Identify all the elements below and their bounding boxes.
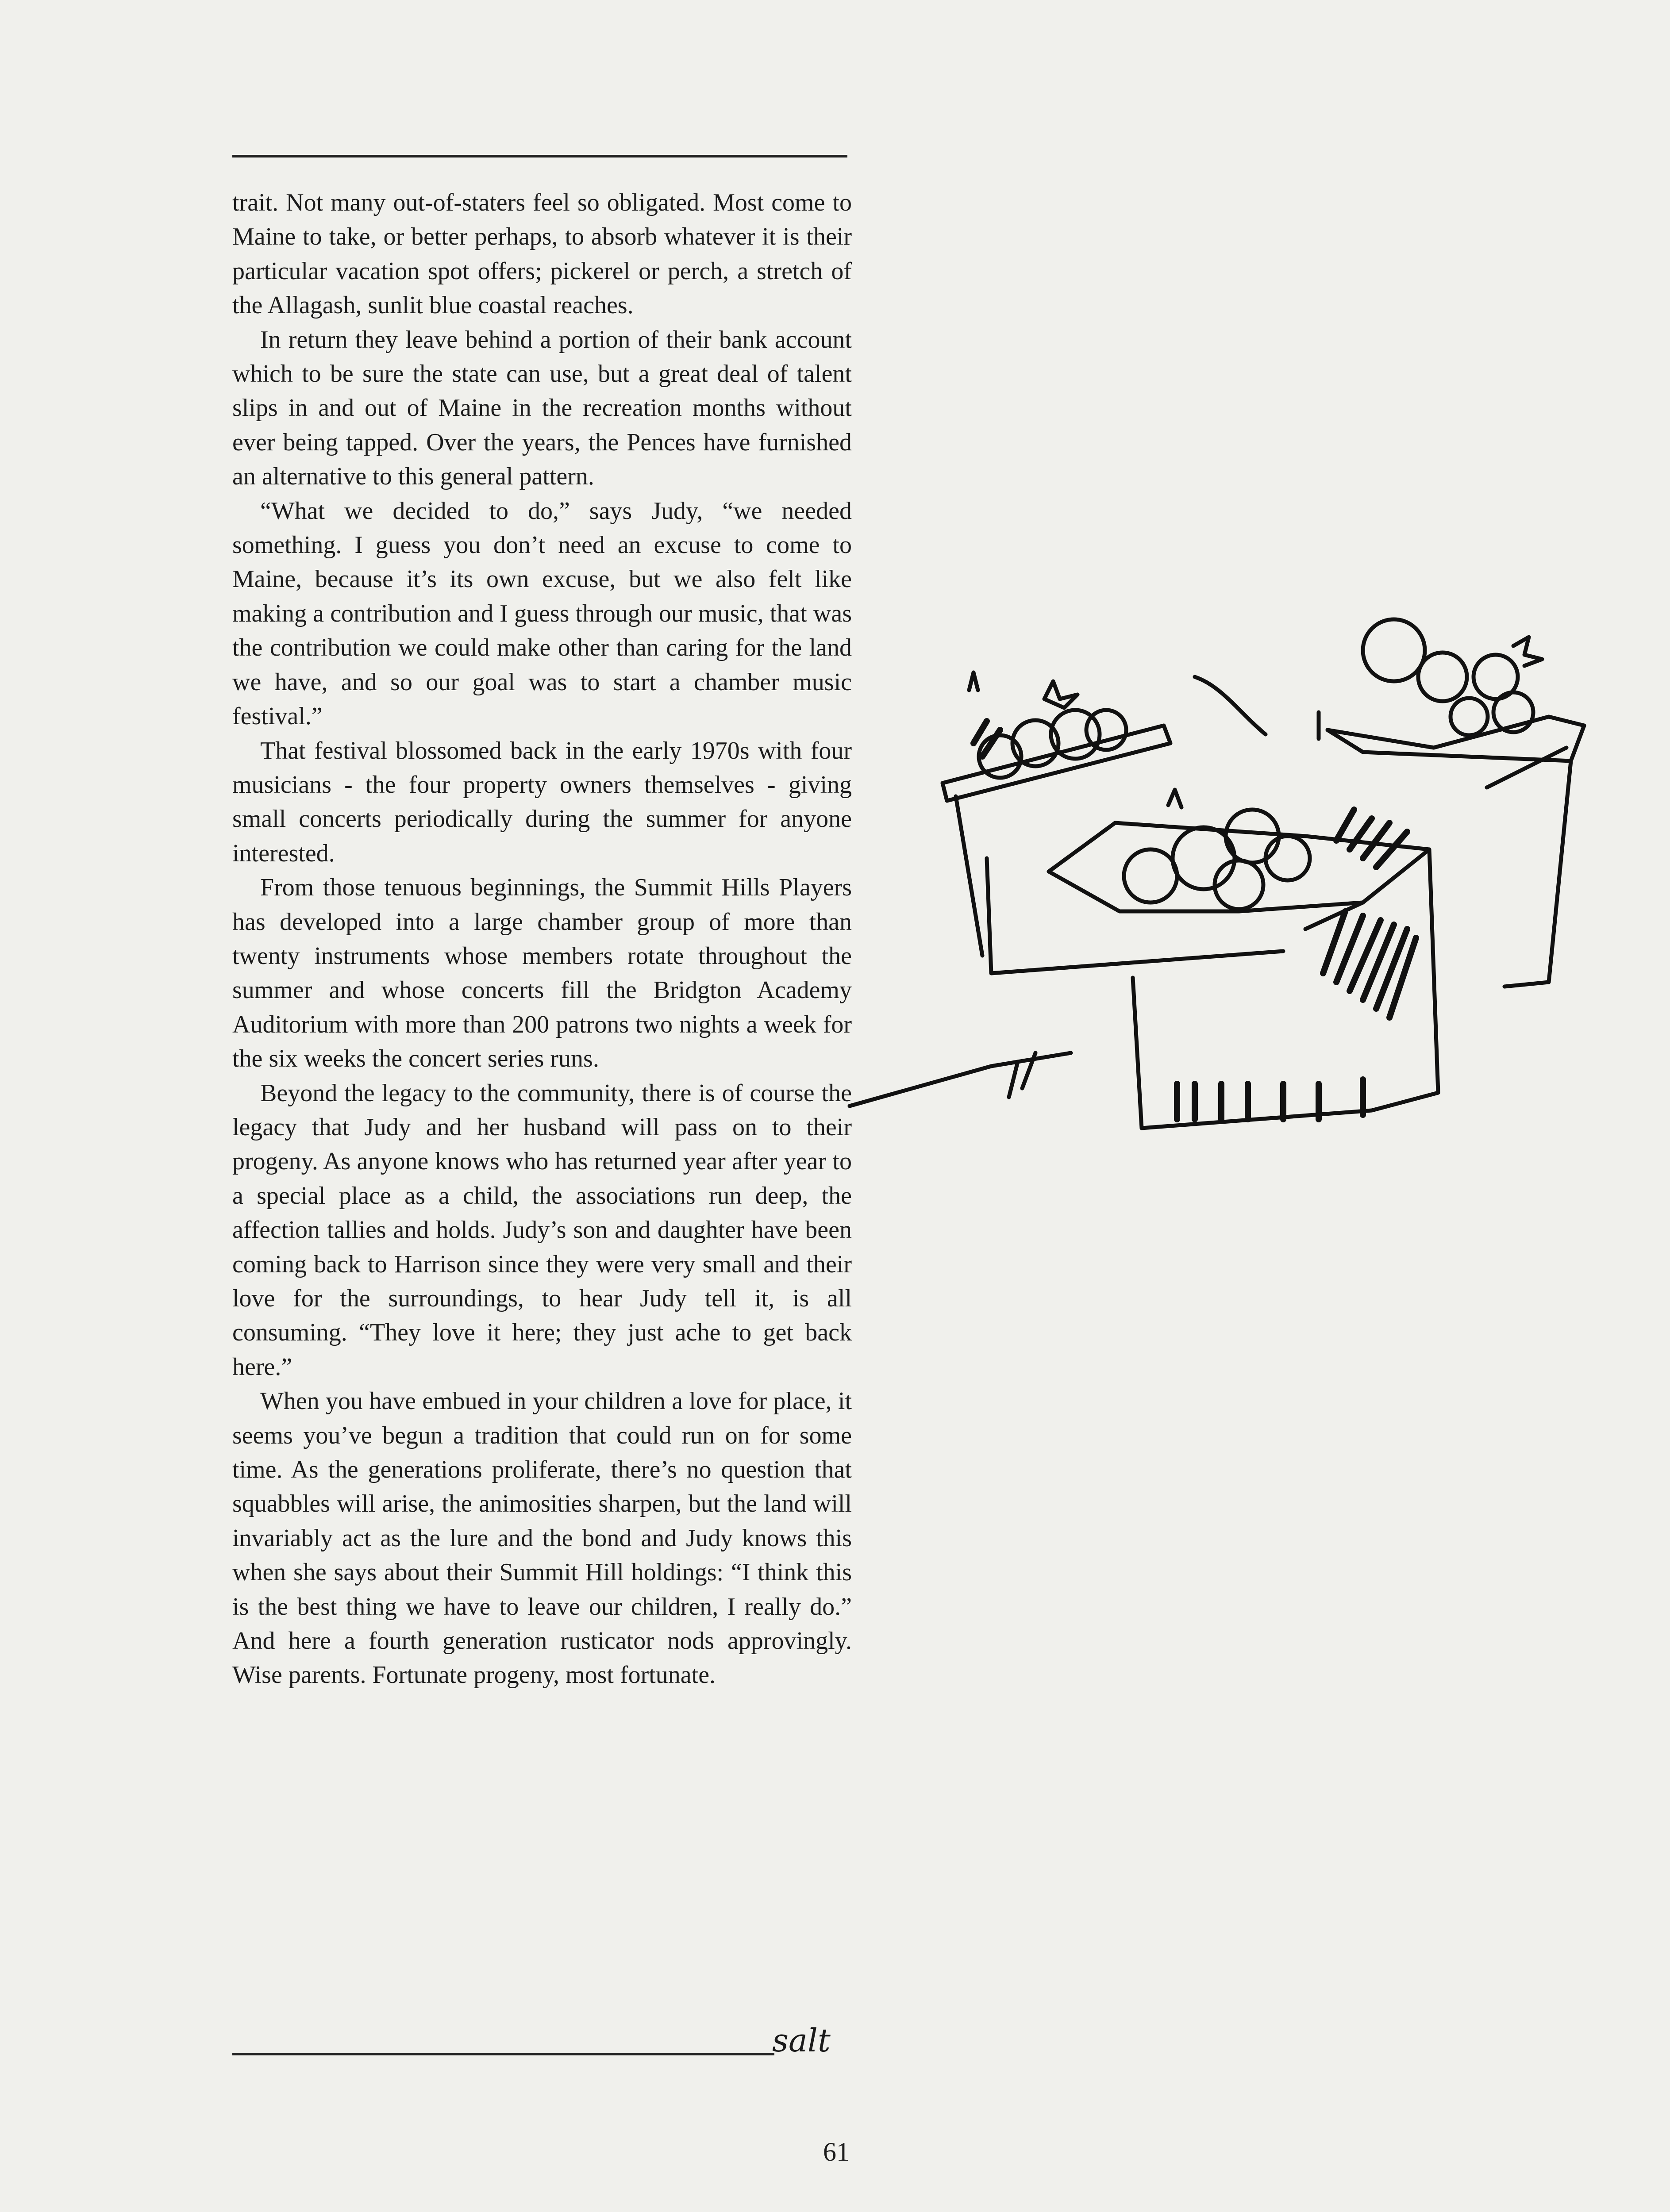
- salt-signoff: salt: [772, 2022, 831, 2059]
- article-column: [232, 186, 852, 1693]
- paragraph-5: From those tenuous beginnings, the Summit Hills Players has developed into a large chamber group of more than twenty instruments whose members rotate throughout the summer and whose concerts fill the Bridgton Academy Auditorium with more than 200 patrons two nights a week for the six weeks the concert series runs.: [232, 874, 852, 1073]
- paragraph-2: In return they leave behind a portion of their bank account which to be sure the state can use, but a great deal of talent slips in and out of Maine in the recreation months without ever being tapped. Over the years, the Pences have furnished an alternative to this general pattern.: [232, 326, 852, 491]
- page-number: 61: [823, 2137, 850, 2166]
- top-rule: [232, 155, 847, 157]
- paragraph-6: Beyond the legacy to the community, there is of course the legacy that Judy and her husband will pass on to their progeny. As anyone knows who has returned year after year to a special place as a child, the associations run deep, the affection tallies and holds. Judy’s son and daughter have been coming back to Harrison since they were very small and their love for the surroundings, to hear Judy tell it, is all consuming. “They love it here; they just ache to get back here.”: [232, 1079, 852, 1381]
- paragraph-4: That festival blossomed back in the early 1970s with four musicians - the four property owners themselves - giving small concerts periodically during the summer for anyone interested.: [232, 737, 852, 867]
- bottom-rule: [232, 2053, 774, 2055]
- berry-baskets-sketch-icon: [841, 611, 1637, 1194]
- paragraph-1: trait. Not many out-of-staters feel so obligated. Most come to Maine to take, or better perhaps, to absorb whatever it is their particular vacation spot offers; pickerel or perch, a stretch of the Allagash, sunlit blue coastal reaches.: [232, 189, 852, 319]
- paragraph-3: “What we decided to do,” says Judy, “we needed something. I guess you don’t need an excuse to come to Maine, because it’s its own excuse, but we also felt like making a contribution and I guess through our music, that was the contribution we could make other than caring for the land we have, and so our goal was to start a chamber music festival.”: [232, 497, 852, 730]
- paragraph-7: When you have embued in your children a love for place, it seems you’ve begun a tradition that could run on for some time. As the generations proliferate, there’s no question that squabbles will arise, the animosities sharpen, but the land will invariably act as the lure and the bond and Judy knows this when she says about their Summit Hill holdings: “I think this is the best thing we have to leave our children, I really do.” And here a fourth generation rusticator nods approvingly. Wise parents. Fortunate progeny, most fortunate.: [232, 1387, 852, 1689]
